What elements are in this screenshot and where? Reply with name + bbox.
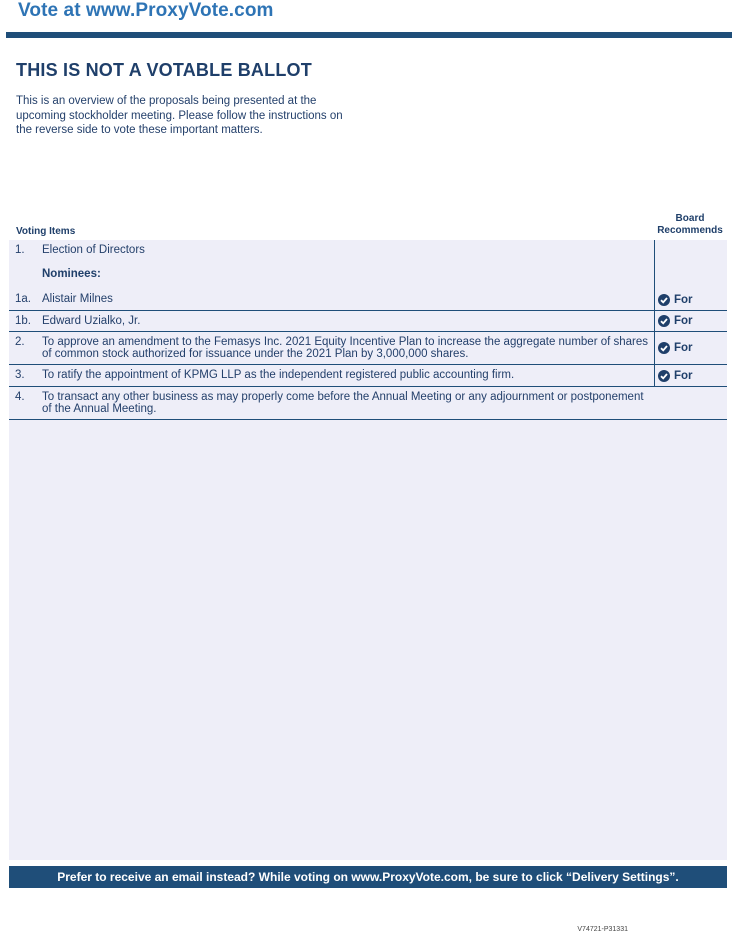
intro-line: This is an overview of the proposals being presented at the [16, 95, 317, 107]
table-row [9, 387, 727, 420]
proxyvote-header: Vote at www.ProxyVote.com [18, 0, 274, 21]
intro-text [16, 94, 361, 138]
item-text: Alistair Milnes [42, 293, 113, 305]
item-text: To transact any other business as may properly come before the Annual Meeting or any adjournment or postponement of the Annual Meeting. [42, 391, 644, 415]
check-circle-icon [658, 294, 670, 306]
table-row [9, 289, 727, 311]
recommendation-cell [654, 311, 727, 331]
page-title: THIS IS NOT A VOTABLE BALLOT [16, 60, 312, 80]
recommendation-for: For [674, 315, 693, 327]
recommendation-cell [654, 264, 727, 289]
voting-items-table [9, 240, 727, 420]
item-text: To approve an amendment to the Femasys Inc. 2021 Equity Incentive Plan to increase the aggregate number of shares of common stock authorized for issuance under the 2021 Plan by 3,000,000 shares. [42, 336, 649, 360]
item-number [9, 268, 42, 289]
table-row [9, 311, 727, 332]
item-number: 1a. [15, 293, 31, 305]
board-label: Board [675, 213, 705, 224]
voting-items-header: Voting Items [16, 226, 76, 237]
item-number: 1b. [15, 315, 31, 327]
item-text: Edward Uzialko, Jr. [42, 315, 141, 327]
item-number: 3. [15, 369, 25, 381]
recommendation-cell [654, 365, 727, 386]
recommendation-for: For [674, 293, 693, 306]
document-code: V74721-P31331 [577, 926, 628, 933]
table-row [9, 240, 727, 264]
check-circle-icon [658, 342, 670, 354]
delivery-settings-notice: Prefer to receive an email instead? While voting on www.ProxyVote.com, be sure to click “Delivery Settings”. [9, 866, 727, 888]
recommendation-cell [654, 289, 727, 310]
recommendation-for: For [674, 369, 693, 382]
item-number: 4. [15, 391, 25, 403]
table-row [9, 332, 727, 365]
check-circle-icon [658, 315, 670, 327]
check-circle-icon [658, 370, 670, 382]
item-number: 2. [15, 336, 25, 348]
recommends-label: Recommends [657, 225, 723, 236]
table-row [9, 365, 727, 387]
table-row [9, 264, 727, 289]
intro-line: the reverse side to vote these important matters. [16, 124, 263, 136]
nominees-label: Nominees: [42, 268, 101, 280]
header-divider [6, 32, 732, 38]
board-recommends-header [652, 213, 728, 237]
intro-line: upcoming stockholder meeting. Please follow the instructions on [16, 109, 343, 122]
item-number: 1. [15, 244, 25, 256]
recommendation-cell [654, 332, 727, 364]
item-text: Election of Directors [42, 244, 145, 256]
item-text: To ratify the appointment of KPMG LLP as the independent registered public accounting firm. [42, 369, 515, 381]
recommendation-for: For [674, 342, 693, 354]
